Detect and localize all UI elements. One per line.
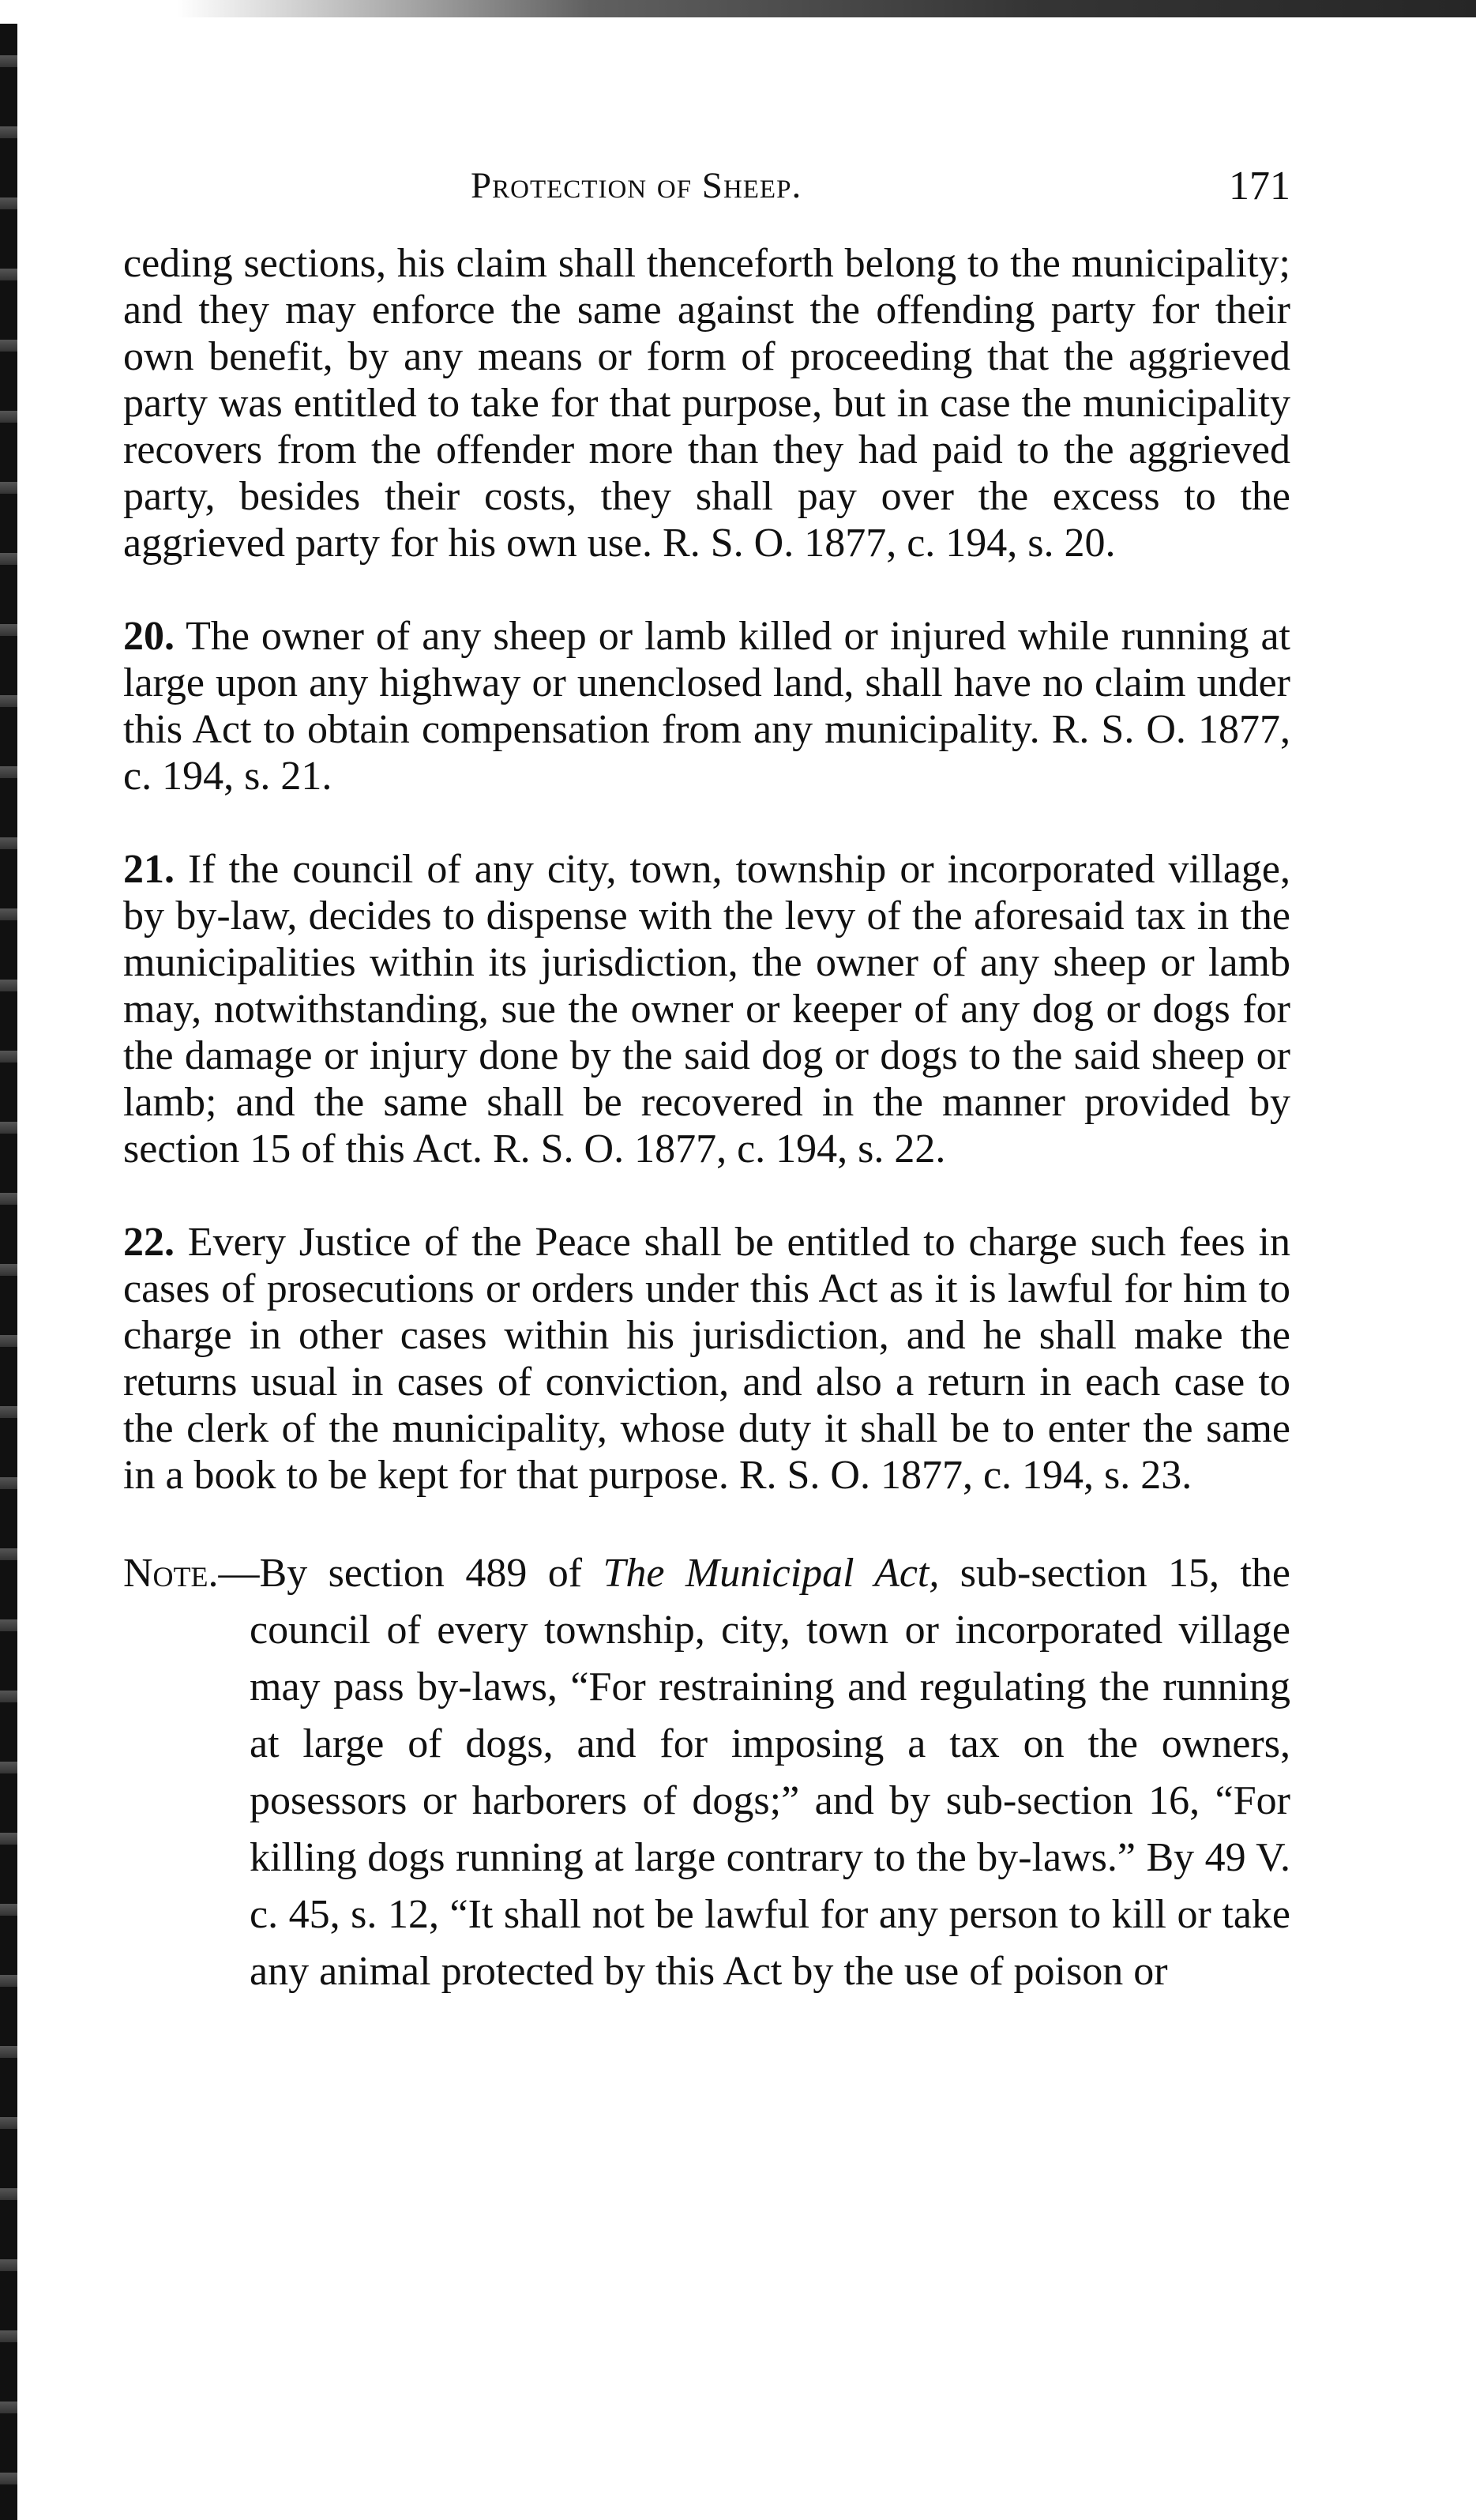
section-text: If the council of any city, town, township or incorporated village, by by-law, decides to dispense with the levy of the aforesaid tax in the municipalities within its jurisdiction, the owner of any sheep or lamb may, notwithstanding, sue the owner or keeper of any dog or dogs for the damage or injury done by the said dog or dogs to the said sheep or lamb; and the same shall be recovered in the manner provided by section 15 of this Act. R. S. O. 1877, c. 194, s. 22. — [123, 847, 1290, 1172]
page-number: 171 — [1229, 164, 1290, 209]
section-number: 22. — [123, 1220, 175, 1265]
left-scan-border — [0, 24, 17, 2520]
running-head-title: Protection of Sheep. — [471, 165, 802, 206]
note-act-title: The Municipal Act, — [603, 1551, 940, 1596]
top-scan-border — [0, 0, 1476, 17]
book-page — [123, 158, 1290, 2000]
running-head — [123, 158, 1290, 224]
paragraph-text: ceding sections, his claim shall thenceforth belong to the municipality; and they may enforce the same against the offending party for their own benefit, by any means or form of proceeding that the aggrieved party was entitled to take for that purpose, but in case the municipality recovers from the offender more than they had paid to the aggrieved party, besides their costs, they shall pay over the excess to the aggrieved party for his own use. R. S. O. 1877, c. 194, s. 20. — [123, 241, 1290, 566]
section-text: The owner of any sheep or lamb killed or injured while running at large upon any highway or unenclosed land, shall have no claim under this Act to obtain compensation from any municipality. R. S. O. 1877, c. 194, s. 21. — [123, 614, 1290, 799]
note-text-after: sub-section 15, the council of every township, city, town or incorporated village may pass by-laws, “For restraining and regulating the running at large of dogs, and for imposing a tax on the owners, posessors or harborers of dogs;” and by sub-section 16, “For killing dogs running at large contrary to the by-laws.” By 49 V. c. 45, s. 12, “It shall not be lawful for any person to kill or take any animal protected by this Act by the use of poison or — [250, 1551, 1290, 1994]
paragraph-continuation — [123, 240, 1290, 566]
section-text: Every Justice of the Peace shall be entitled to charge such fees in cases of prosecutions or orders under this Act as it is lawful for him to charge in other cases within his jurisdiction, and he shall make the returns usual in cases of conviction, and also a return in each case to the clerk of the municipality, whose duty it shall be to enter the same in a book to be kept for that purpose. R. S. O. 1877, c. 194, s. 23. — [123, 1220, 1290, 1498]
section-22 — [123, 1219, 1290, 1499]
section-number: 21. — [123, 847, 175, 892]
note-label: Note. — [123, 1551, 219, 1596]
note-text-before: —By section 489 of — [218, 1551, 603, 1596]
section-21 — [123, 846, 1290, 1172]
section-20 — [123, 613, 1290, 799]
footnote — [123, 1545, 1290, 2000]
section-number: 20. — [123, 614, 175, 659]
